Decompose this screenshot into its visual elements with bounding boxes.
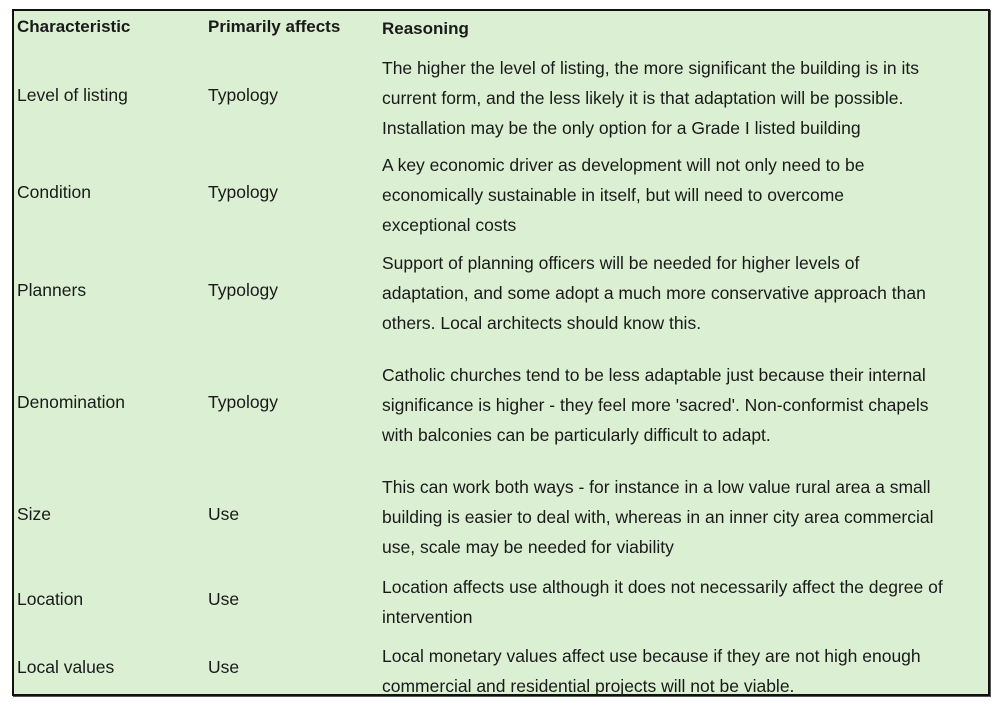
row-affects: Use	[208, 504, 240, 524]
row-characteristic: Condition	[17, 182, 91, 202]
row-reasoning: Location affects use although it does not necessarily affect the degree of intervention	[382, 577, 943, 627]
row-affects: Use	[208, 657, 240, 677]
header-characteristic: Characteristic	[17, 17, 131, 36]
row-reasoning: Support of planning officers will be needed for higher levels of adaptation, and some adopt a much more conservative approach than others. Local architects should know this.	[382, 253, 926, 333]
row-reasoning: A key economic driver as development will not only need to be economically sustainable in itself, but will need to overcome exceptional costs	[382, 155, 865, 235]
row-characteristic: Size	[17, 504, 52, 524]
row-characteristic: Planners	[17, 280, 87, 300]
row-reasoning: The higher the level of listing, the more significant the building is in its current form, and the less likely it is that adaptation will be possible. Installation may be the only option for a Grade I listed building	[382, 58, 919, 138]
row-reasoning: This can work both ways - for instance in a low value rural area a small building is easier to deal with, whereas in an inner city area commercial use, scale may be needed for viability	[382, 477, 934, 557]
row-characteristic: Denomination	[17, 392, 125, 412]
header-reasoning: Reasoning	[382, 19, 469, 38]
row-affects: Use	[208, 589, 240, 609]
row-affects: Typology	[208, 85, 279, 105]
characteristics-table	[12, 9, 990, 696]
row-affects: Typology	[208, 280, 279, 300]
row-reasoning: Catholic churches tend to be less adaptable just because their internal significance is higher - they feel more 'sacred'. Non-conformist chapels with balconies can be particularly difficult to adapt.	[382, 365, 929, 445]
row-characteristic: Local values	[17, 657, 115, 677]
header-primarily-affects: Primarily affects	[208, 17, 341, 36]
row-reasoning: Local monetary values affect use because if they are not high enough commercial and residential projects will not be viable.	[382, 646, 921, 696]
row-affects: Typology	[208, 182, 279, 202]
row-affects: Typology	[208, 392, 279, 412]
row-characteristic: Level of listing	[17, 85, 128, 105]
row-characteristic: Location	[17, 589, 84, 609]
